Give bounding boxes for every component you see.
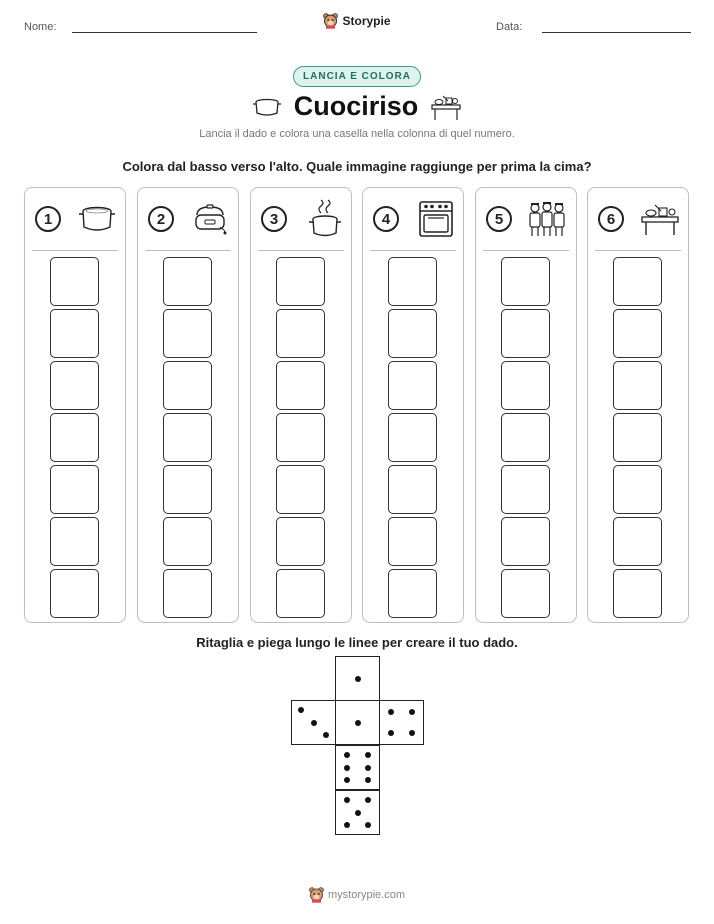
die-pip bbox=[311, 720, 317, 726]
footer bbox=[0, 887, 714, 903]
die-face-3 bbox=[291, 700, 336, 745]
color-cell[interactable] bbox=[276, 517, 325, 566]
pot-icon bbox=[77, 204, 117, 234]
die-pip bbox=[365, 822, 371, 828]
column-divider bbox=[483, 250, 569, 251]
name-line[interactable] bbox=[72, 32, 257, 33]
color-cell[interactable] bbox=[501, 361, 550, 410]
column-5 bbox=[475, 187, 577, 623]
pot-icon bbox=[252, 97, 282, 117]
activity-badge: LANCIA E COLORA bbox=[293, 66, 421, 87]
die-pip bbox=[409, 730, 415, 736]
color-cell[interactable] bbox=[163, 361, 212, 410]
color-cell[interactable] bbox=[50, 361, 99, 410]
color-cell[interactable] bbox=[613, 361, 662, 410]
footer-url[interactable]: mystorypie.com bbox=[327, 889, 406, 901]
color-cell[interactable] bbox=[613, 309, 662, 358]
color-cell[interactable] bbox=[276, 257, 325, 306]
color-cell[interactable] bbox=[276, 413, 325, 462]
die-pip bbox=[355, 720, 361, 726]
color-cell[interactable] bbox=[163, 413, 212, 462]
steaming-pot-icon bbox=[307, 199, 343, 239]
die-pip bbox=[355, 810, 361, 816]
column-number: 6 bbox=[598, 206, 624, 232]
color-cell[interactable] bbox=[501, 309, 550, 358]
brand-logo bbox=[0, 13, 714, 29]
color-cell[interactable] bbox=[388, 257, 437, 306]
stove-icon bbox=[417, 200, 455, 238]
color-cell[interactable] bbox=[388, 517, 437, 566]
color-cell[interactable] bbox=[163, 309, 212, 358]
date-line[interactable] bbox=[542, 32, 691, 33]
die-pip bbox=[365, 777, 371, 783]
color-cell[interactable] bbox=[276, 361, 325, 410]
color-cell[interactable] bbox=[501, 257, 550, 306]
column-1 bbox=[24, 187, 126, 623]
color-cell[interactable] bbox=[50, 257, 99, 306]
die-face-1 bbox=[335, 656, 380, 701]
color-cell[interactable] bbox=[50, 569, 99, 618]
die-pip bbox=[409, 709, 415, 715]
column-number: 4 bbox=[373, 206, 399, 232]
color-cell[interactable] bbox=[388, 569, 437, 618]
color-cell[interactable] bbox=[501, 465, 550, 514]
column-divider bbox=[32, 250, 118, 251]
color-cell[interactable] bbox=[613, 413, 662, 462]
color-cell[interactable] bbox=[388, 361, 437, 410]
color-cell[interactable] bbox=[613, 465, 662, 514]
rice-cooker-icon bbox=[190, 203, 230, 235]
color-cell[interactable] bbox=[388, 309, 437, 358]
column-divider bbox=[145, 250, 231, 251]
die-pip bbox=[365, 765, 371, 771]
die-pip bbox=[388, 730, 394, 736]
column-6 bbox=[587, 187, 689, 623]
color-cell[interactable] bbox=[613, 257, 662, 306]
color-cell[interactable] bbox=[276, 309, 325, 358]
die-face-4 bbox=[379, 700, 424, 745]
die-pip bbox=[388, 709, 394, 715]
cut-instruction: Ritaglia e piega lungo le linee per creare il tuo dado. bbox=[196, 635, 518, 650]
column-4 bbox=[362, 187, 464, 623]
color-cell[interactable] bbox=[163, 569, 212, 618]
die-pip bbox=[298, 707, 304, 713]
color-cell[interactable] bbox=[501, 413, 550, 462]
color-cell[interactable] bbox=[50, 465, 99, 514]
die-pip bbox=[344, 765, 350, 771]
column-divider bbox=[370, 250, 456, 251]
color-cell[interactable] bbox=[50, 517, 99, 566]
column-number: 3 bbox=[261, 206, 287, 232]
bear-icon bbox=[323, 13, 338, 29]
page-title: Cuociriso bbox=[293, 91, 419, 121]
color-cell[interactable] bbox=[388, 465, 437, 514]
instruction: Colora dal basso verso l'alto. Quale immagine raggiunge per prima la cima? bbox=[122, 159, 592, 174]
column-divider bbox=[595, 250, 681, 251]
column-number: 2 bbox=[148, 206, 174, 232]
color-cell[interactable] bbox=[613, 569, 662, 618]
subtitle: Lancia il dado e colora una casella nella colonna di quel numero. bbox=[199, 128, 515, 140]
color-cell[interactable] bbox=[501, 517, 550, 566]
color-cell[interactable] bbox=[501, 569, 550, 618]
column-number: 5 bbox=[486, 206, 512, 232]
kitchen-table-icon bbox=[430, 93, 462, 121]
die-pip bbox=[344, 797, 350, 803]
color-cell[interactable] bbox=[50, 309, 99, 358]
color-cell[interactable] bbox=[163, 465, 212, 514]
column-divider bbox=[258, 250, 344, 251]
die-face-5 bbox=[335, 790, 380, 835]
die-pip bbox=[365, 797, 371, 803]
color-cell[interactable] bbox=[163, 257, 212, 306]
die-pip bbox=[344, 752, 350, 758]
name-label: Nome: bbox=[24, 21, 57, 33]
die-face-1 bbox=[335, 700, 380, 745]
column-3 bbox=[250, 187, 352, 623]
chefs-icon bbox=[526, 200, 568, 238]
color-cell[interactable] bbox=[276, 465, 325, 514]
color-cell[interactable] bbox=[163, 517, 212, 566]
die-pip bbox=[344, 822, 350, 828]
die-pip bbox=[365, 752, 371, 758]
color-cell[interactable] bbox=[388, 413, 437, 462]
kitchen-table-icon bbox=[640, 202, 680, 236]
die-pip bbox=[355, 676, 361, 682]
die-pip bbox=[344, 777, 350, 783]
die-face-6 bbox=[335, 745, 380, 790]
color-cell[interactable] bbox=[50, 413, 99, 462]
die-pip bbox=[323, 732, 329, 738]
color-cell[interactable] bbox=[276, 569, 325, 618]
date-label: Data: bbox=[496, 21, 523, 33]
brand-name: Storypie bbox=[342, 14, 391, 28]
column-number: 1 bbox=[35, 206, 61, 232]
column-2 bbox=[137, 187, 239, 623]
color-cell[interactable] bbox=[613, 517, 662, 566]
bear-icon bbox=[309, 887, 324, 903]
